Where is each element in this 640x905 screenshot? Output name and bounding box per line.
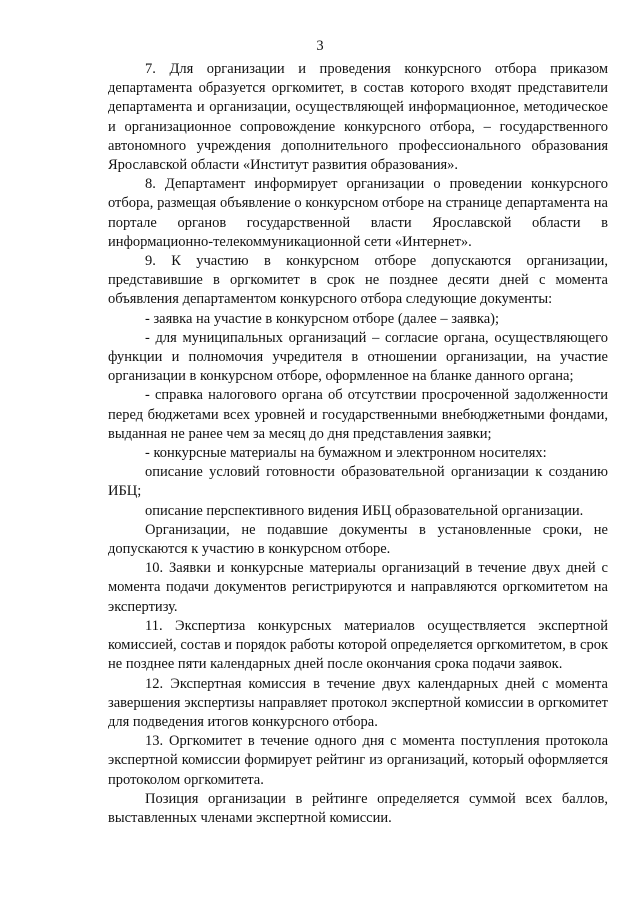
sub-item-readiness-description: описание условий готовности образовательной организации к созданию ИБЦ; <box>108 464 608 500</box>
paragraph-11-expertise: 11. Экспертиза конкурсных материалов осуществляется экспертной комиссией, состав и порядок работы которой определяется оргкомитетом, в срок не позднее пяти календарных дней после окончания срока подачи заявок. <box>108 617 608 673</box>
document-body <box>108 60 608 828</box>
paragraph-9-admission: 9. К участию в конкурсном отборе допускаются организации, представившие в оргкомитет в срок не позднее десяти дней с момента объявления департаментом конкурсного отбора следующие документы: <box>108 253 608 308</box>
list-item-competition-materials: - конкурсные материалы на бумажном и электронном носителях: <box>145 445 547 462</box>
list-item-application: - заявка на участие в конкурсном отборе (далее – заявка); <box>145 310 500 327</box>
page-number: 3 <box>316 38 324 54</box>
list-item-tax-certificate: - справка налогового органа об отсутствии просроченной задолженности перед бюджетами всех уровней и государственными внебюджетными фондами, выданная не ранее чем за месяц до дня представления заявки; <box>108 387 608 442</box>
paragraph-13-rating: 13. Оргкомитет в течение одного дня с момента поступления протокола экспертной комиссии формирует рейтинг из организаций, который оформляется протоколом оргкомитета. <box>108 733 608 788</box>
paragraph-10-registration: 10. Заявки и конкурсные материалы организаций в течение двух дней с момента подачи документов регистрируются и направляются оргкомитетом на экспертизу. <box>108 560 608 615</box>
list-item-founder-consent: - для муниципальных организаций – согласие органа, осуществляющего функции и полномочия учредителя в отношении организации, на участие организации в конкурсном отборе, оформленное на бланке данного органа; <box>108 329 608 385</box>
paragraph-not-admitted: Организации, не подавшие документы в установленные сроки, не допускаются к участию в конкурсном отборе. <box>108 521 608 558</box>
paragraph-7-orgcommittee: 7. Для организации и проведения конкурсного отбора приказом департамента образуется оргкомитет, в состав которого входят представители департамента и организации, осуществляющей информационное, методическое и организационное сопровождение конкурсного отбора, – государственного автономного учреждения дополнительного профессионального образования Ярославской области «Институт развития образования». <box>108 61 608 174</box>
paragraph-12-protocol: 12. Экспертная комиссия в течение двух календарных дней с момента завершения экспертизы направляет протокол экспертной комиссии в оргкомитет для подведения итогов конкурсного отбора. <box>108 675 608 730</box>
sub-item-vision-description: описание перспективного видения ИБЦ образовательной организации. <box>145 502 584 519</box>
paragraph-8-announcement: 8. Департамент информирует организации о проведении конкурсного отбора, размещая объявление о конкурсном отборе на странице департамента на портале органов государственной власти Ярославской области в информационно-телекоммуникационной сети «Интернет». <box>108 176 608 250</box>
paragraph-rating-position: Позиция организации в рейтинге определяется суммой всех баллов, выставленных членами экспертной комиссии. <box>108 790 608 826</box>
